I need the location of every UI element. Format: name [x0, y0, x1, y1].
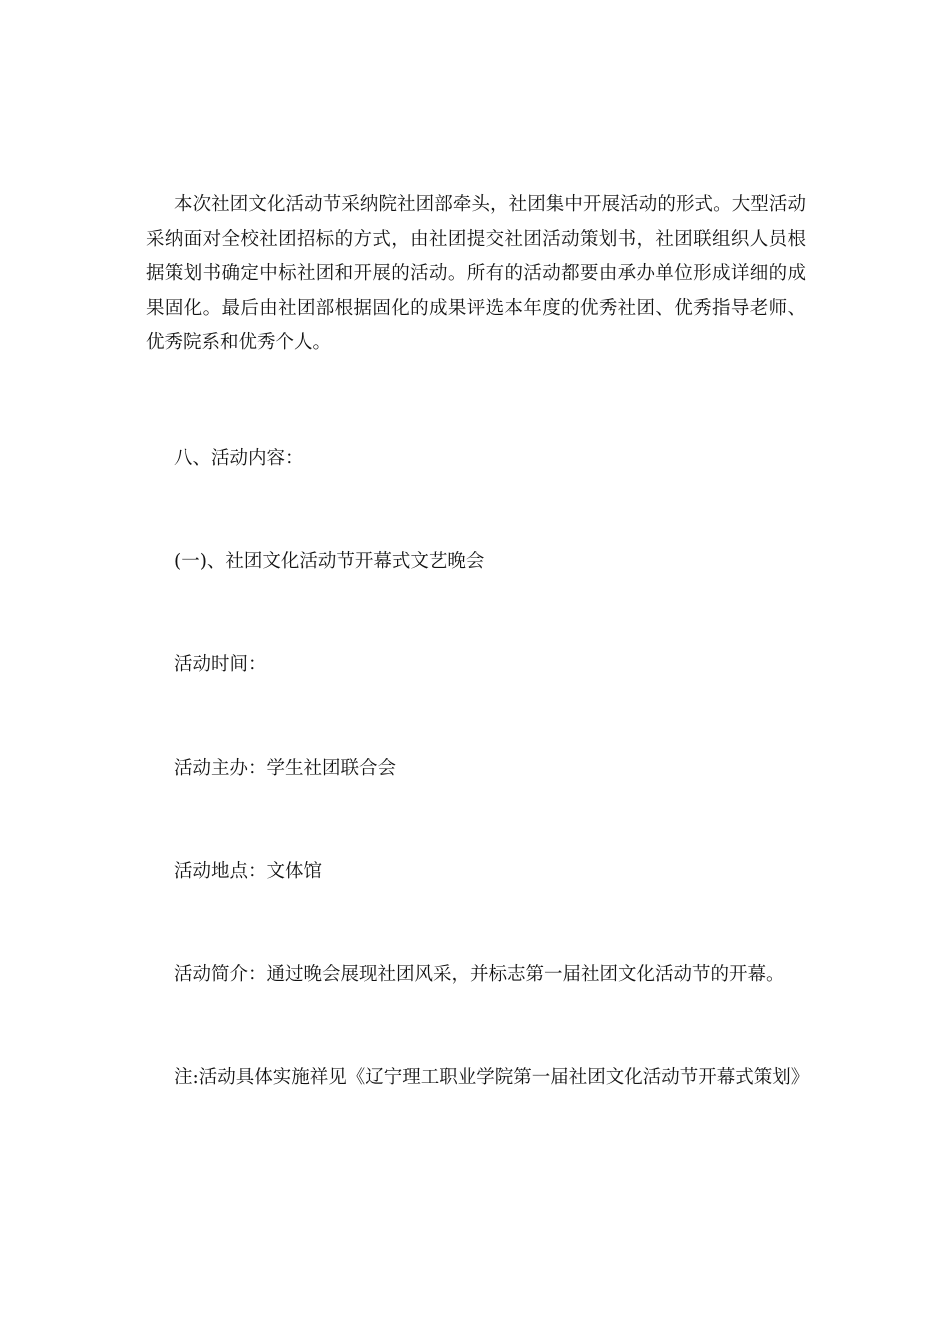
activity-location: 活动地点：文体馆 [174, 861, 323, 882]
activity-note: 注:活动具体实施祥见《辽宁理工职业学院第一届社团文化活动节开幕式策划》 [174, 1067, 810, 1088]
activity-brief: 活动简介：通过晚会展现社团风采，并标志第一届社团文化活动节的开幕。 [174, 964, 785, 985]
activity-time: 活动时间： [174, 654, 267, 675]
intro-paragraph: 本次社团文化活动节采纳院社团部牵头，社团集中开展活动的形式。大型活动采纳面对全校社团招标的方式，由社团提交社团活动策划书，社团联组织人员根据策划书确定中标社团和开展的活动。所有的活动都要由承办单位形成详细的成果固化。最后由社团部根据固化的成果评选本年度的优秀社团、优秀指导老师、优秀院系和优秀个人。 [146, 194, 806, 353]
activity-host: 活动主办：学生社团联合会 [174, 758, 397, 779]
section-heading: 八、活动内容： [174, 448, 304, 469]
subsection-heading: (一)、社团文化活动节开幕式文艺晚会 [174, 551, 485, 572]
